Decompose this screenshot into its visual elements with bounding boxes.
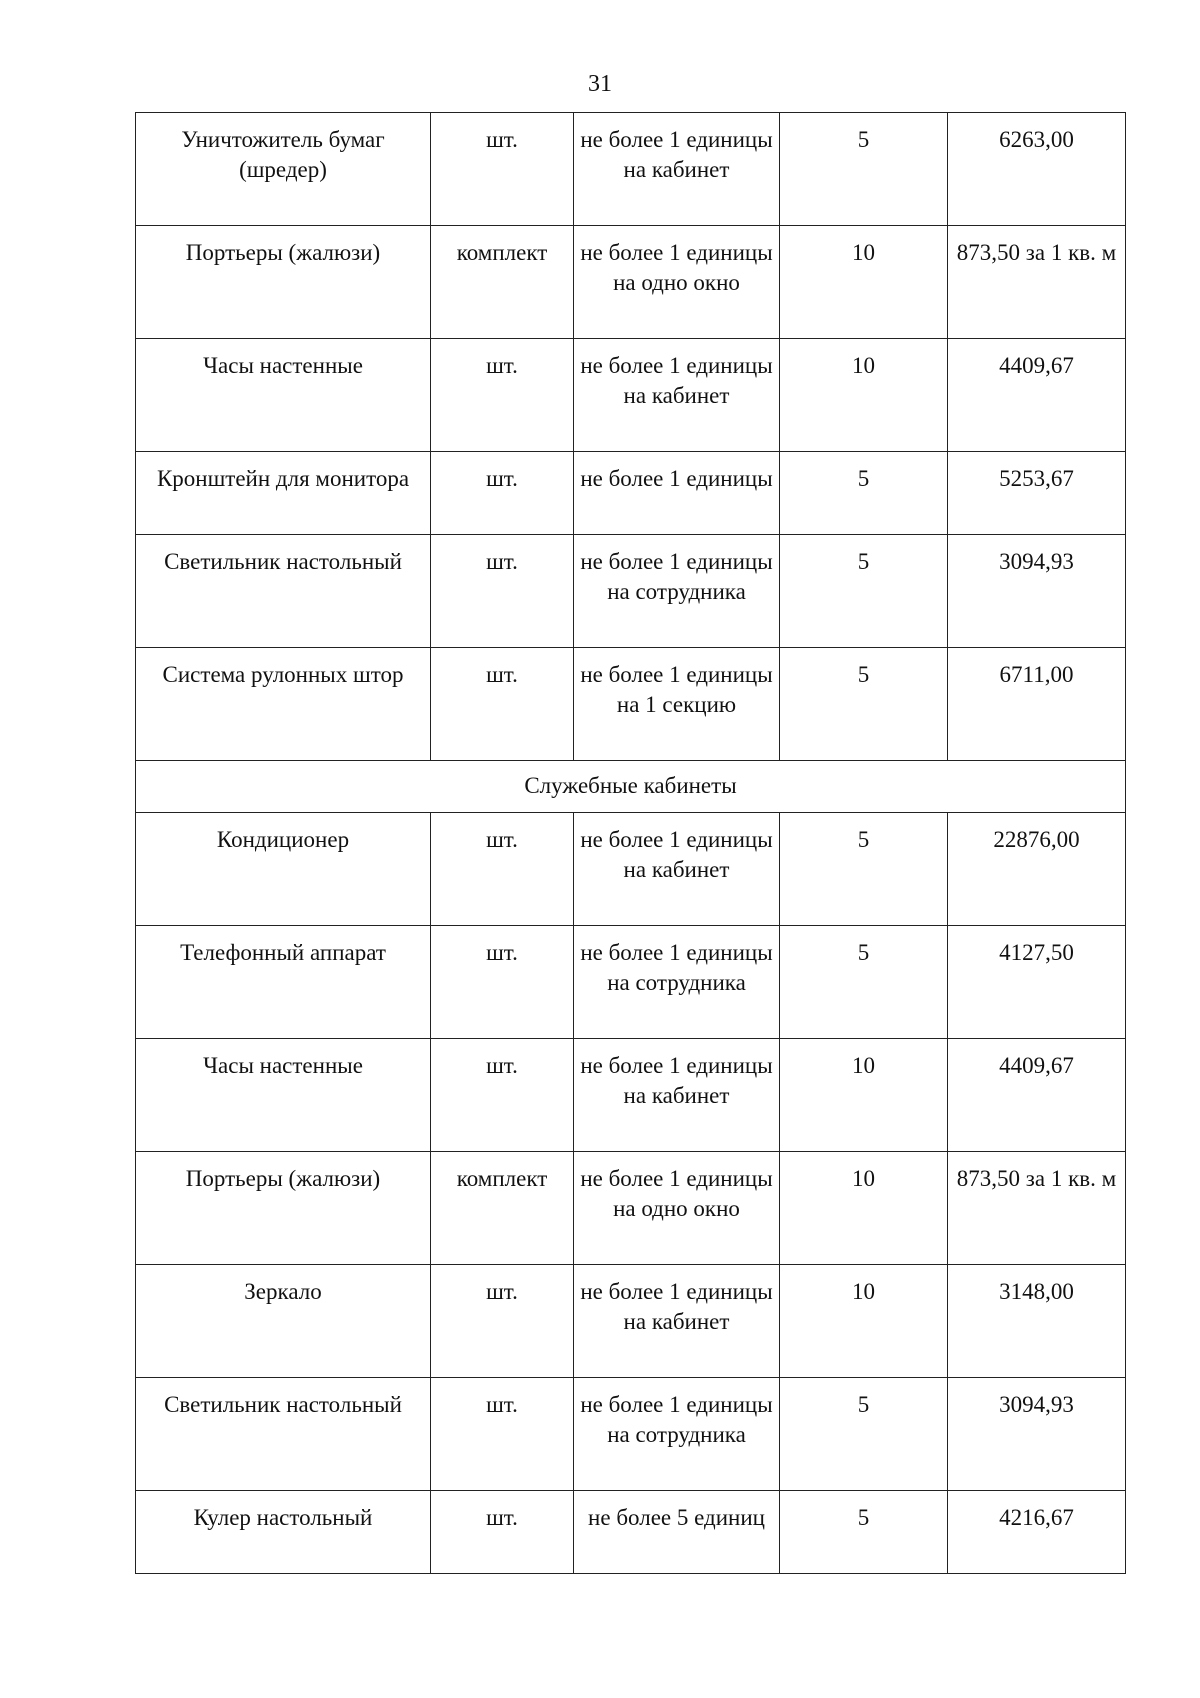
term-cell: 5 bbox=[780, 1491, 948, 1574]
unit-cell: шт. bbox=[431, 648, 574, 761]
unit-cell: комплект bbox=[431, 1152, 574, 1265]
table-row bbox=[136, 226, 1126, 339]
term-cell: 10 bbox=[780, 1039, 948, 1152]
item-name-cell: Портьеры (жалюзи) bbox=[136, 226, 431, 339]
norm-cell: не более 1 единицы на кабинет bbox=[574, 339, 780, 452]
term-cell: 10 bbox=[780, 1152, 948, 1265]
table-row bbox=[136, 1152, 1126, 1265]
unit-cell: шт. bbox=[431, 1378, 574, 1491]
item-name-cell: Портьеры (жалюзи) bbox=[136, 1152, 431, 1265]
term-cell: 5 bbox=[780, 452, 948, 535]
norm-cell: не более 1 единицы на одно окно bbox=[574, 226, 780, 339]
item-name-cell: Телефонный аппарат bbox=[136, 926, 431, 1039]
unit-cell: шт. bbox=[431, 1265, 574, 1378]
norm-cell: не более 1 единицы на кабинет bbox=[574, 813, 780, 926]
table-row bbox=[136, 535, 1126, 648]
unit-cell: шт. bbox=[431, 113, 574, 226]
term-cell: 5 bbox=[780, 926, 948, 1039]
norm-cell: не более 1 единицы на сотрудника bbox=[574, 1378, 780, 1491]
term-cell: 10 bbox=[780, 339, 948, 452]
unit-cell: шт. bbox=[431, 813, 574, 926]
unit-cell: шт. bbox=[431, 1491, 574, 1574]
unit-cell: шт. bbox=[431, 926, 574, 1039]
norm-cell: не более 1 единицы на сотрудника bbox=[574, 926, 780, 1039]
table-row bbox=[136, 813, 1126, 926]
table-row bbox=[136, 113, 1126, 226]
item-name-cell: Часы настенные bbox=[136, 339, 431, 452]
item-name-cell: Светильник настольный bbox=[136, 535, 431, 648]
term-cell: 5 bbox=[780, 813, 948, 926]
price-cell: 4216,67 bbox=[948, 1491, 1126, 1574]
table-row bbox=[136, 339, 1126, 452]
term-cell: 10 bbox=[780, 226, 948, 339]
page-number: 31 bbox=[588, 71, 612, 97]
table-row bbox=[136, 1039, 1126, 1152]
term-cell: 10 bbox=[780, 1265, 948, 1378]
price-cell: 873,50 за 1 кв. м bbox=[948, 226, 1126, 339]
section-title: Служебные кабинеты bbox=[136, 761, 1126, 813]
norm-cell: не более 1 единицы на одно окно bbox=[574, 1152, 780, 1265]
price-cell: 6263,00 bbox=[948, 113, 1126, 226]
norms-table bbox=[135, 112, 1126, 1574]
table-row bbox=[136, 452, 1126, 535]
item-name-cell: Кронштейн для монитора bbox=[136, 452, 431, 535]
norm-cell: не более 1 единицы на сотрудника bbox=[574, 535, 780, 648]
unit-cell: шт. bbox=[431, 1039, 574, 1152]
item-name-cell: Система рулонных штор bbox=[136, 648, 431, 761]
table-row bbox=[136, 1265, 1126, 1378]
table-row bbox=[136, 648, 1126, 761]
item-name-cell: Часы настенные bbox=[136, 1039, 431, 1152]
unit-cell: шт. bbox=[431, 535, 574, 648]
item-name-cell: Зеркало bbox=[136, 1265, 431, 1378]
item-name-cell: Кулер настольный bbox=[136, 1491, 431, 1574]
price-cell: 4409,67 bbox=[948, 339, 1126, 452]
norm-cell: не более 1 единицы на кабинет bbox=[574, 1039, 780, 1152]
item-name-cell: Кондиционер bbox=[136, 813, 431, 926]
unit-cell: шт. bbox=[431, 452, 574, 535]
table-row bbox=[136, 1491, 1126, 1574]
item-name-cell: Уничтожитель бумаг (шредер) bbox=[136, 113, 431, 226]
price-cell: 4409,67 bbox=[948, 1039, 1126, 1152]
term-cell: 5 bbox=[780, 113, 948, 226]
price-cell: 6711,00 bbox=[948, 648, 1126, 761]
price-cell: 3094,93 bbox=[948, 1378, 1126, 1491]
norm-cell: не более 1 единицы на кабинет bbox=[574, 113, 780, 226]
price-cell: 22876,00 bbox=[948, 813, 1126, 926]
norm-cell: не более 1 единицы bbox=[574, 452, 780, 535]
term-cell: 5 bbox=[780, 1378, 948, 1491]
section-row bbox=[136, 761, 1126, 813]
price-cell: 873,50 за 1 кв. м bbox=[948, 1152, 1126, 1265]
table-row bbox=[136, 926, 1126, 1039]
norm-cell: не более 1 единицы на кабинет bbox=[574, 1265, 780, 1378]
term-cell: 5 bbox=[780, 648, 948, 761]
price-cell: 4127,50 bbox=[948, 926, 1126, 1039]
price-cell: 5253,67 bbox=[948, 452, 1126, 535]
table-row bbox=[136, 1378, 1126, 1491]
item-name-cell: Светильник настольный bbox=[136, 1378, 431, 1491]
norm-cell: не более 5 единиц bbox=[574, 1491, 780, 1574]
unit-cell: комплект bbox=[431, 226, 574, 339]
price-cell: 3148,00 bbox=[948, 1265, 1126, 1378]
unit-cell: шт. bbox=[431, 339, 574, 452]
term-cell: 5 bbox=[780, 535, 948, 648]
norm-cell: не более 1 единицы на 1 секцию bbox=[574, 648, 780, 761]
price-cell: 3094,93 bbox=[948, 535, 1126, 648]
